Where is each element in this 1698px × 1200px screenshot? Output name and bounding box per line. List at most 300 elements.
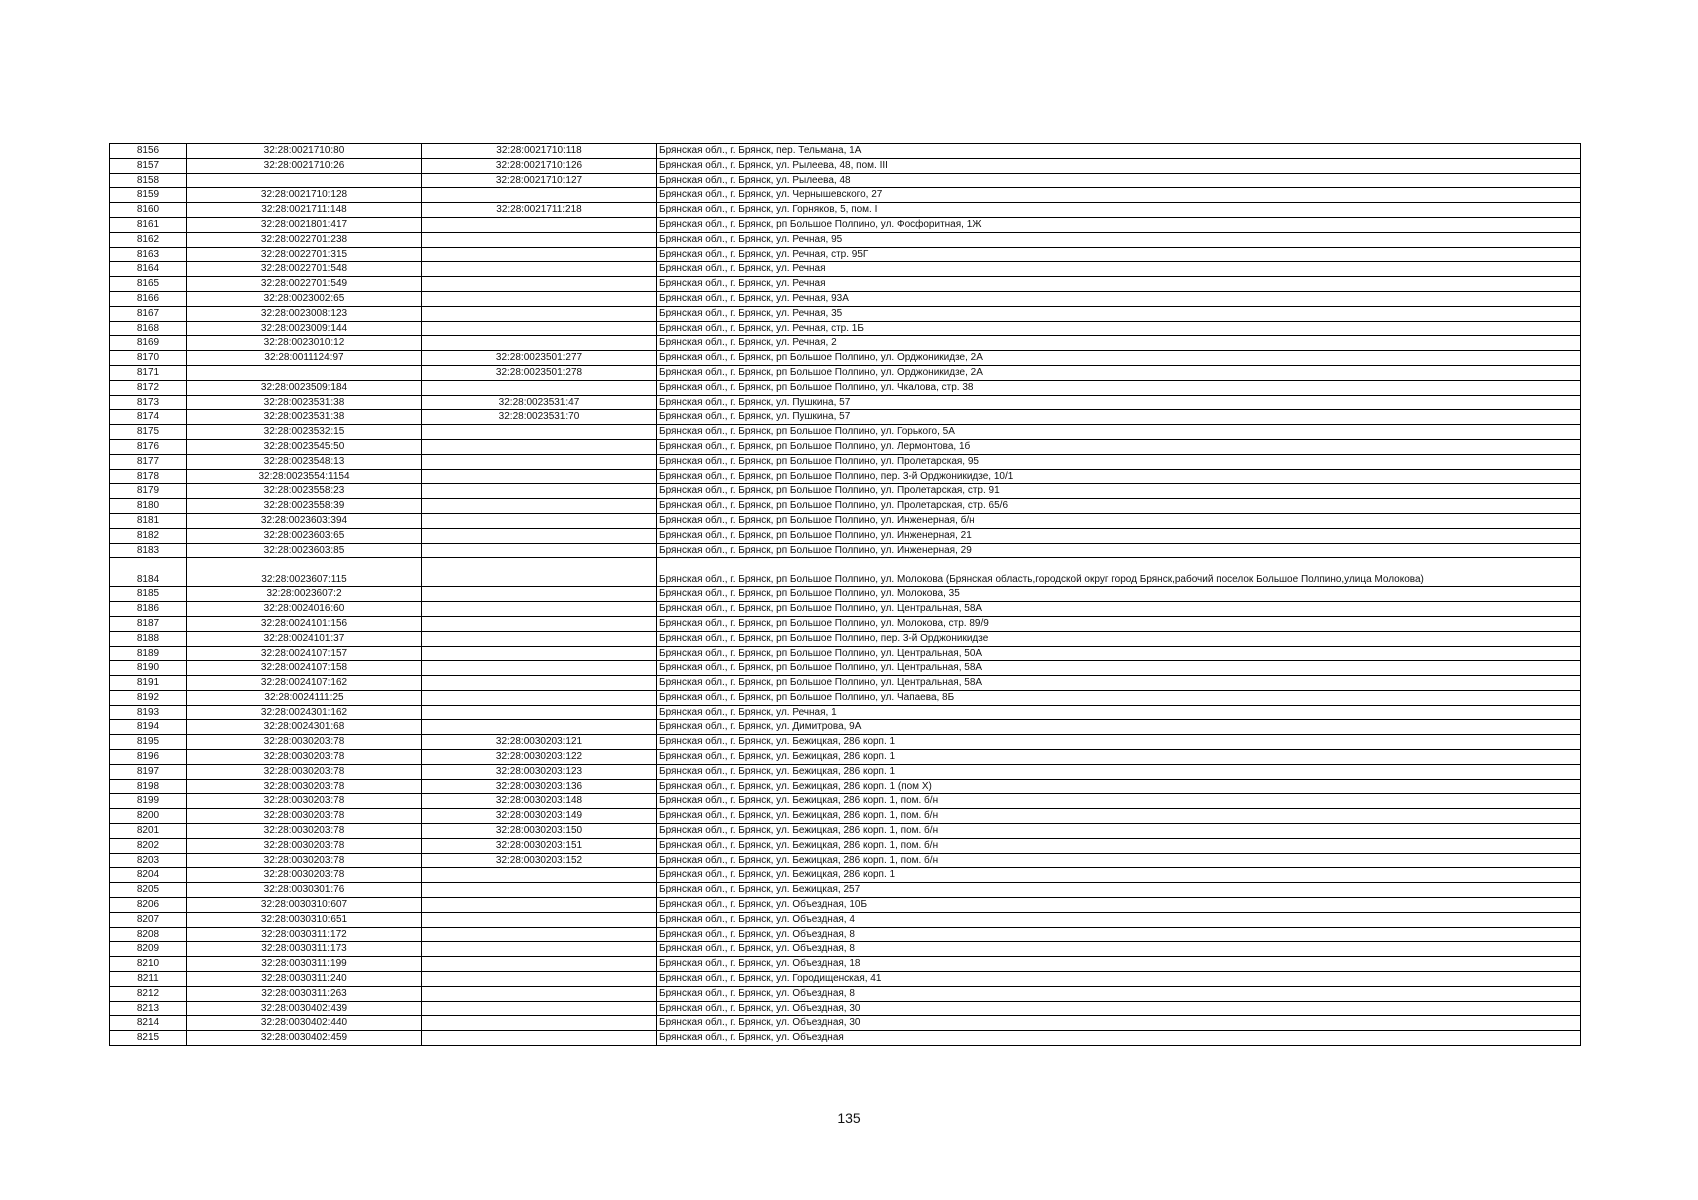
object-cadastral-number-cell (422, 616, 657, 631)
land-cadastral-number-cell: 32:28:0021710:80 (187, 144, 422, 159)
row-number-cell: 8206 (110, 898, 187, 913)
table-row (110, 513, 1581, 528)
table-row (110, 306, 1581, 321)
land-cadastral-number-cell: 32:28:0022701:315 (187, 247, 422, 262)
table-row (110, 365, 1581, 380)
land-cadastral-number-cell: 32:28:0023009:144 (187, 321, 422, 336)
table-row (110, 750, 1581, 765)
object-cadastral-number-cell (422, 425, 657, 440)
row-number-cell: 8194 (110, 720, 187, 735)
land-cadastral-number-cell: 32:28:0030402:440 (187, 1016, 422, 1031)
land-cadastral-number-cell: 32:28:0023548:13 (187, 454, 422, 469)
land-cadastral-number-cell: 32:28:0030311:173 (187, 942, 422, 957)
table-row (110, 410, 1581, 425)
row-number-cell: 8215 (110, 1031, 187, 1046)
address-cell: Брянская обл., г. Брянск, рп Большое Полпино, ул. Горького, 5А (657, 425, 1581, 440)
address-cell: Брянская обл., г. Брянск, ул. Бежицкая, 257 (657, 883, 1581, 898)
object-cadastral-number-cell (422, 661, 657, 676)
land-cadastral-number-cell (187, 365, 422, 380)
land-cadastral-number-cell: 32:28:0024101:37 (187, 631, 422, 646)
row-number-cell: 8171 (110, 365, 187, 380)
object-cadastral-number-cell (422, 646, 657, 661)
row-number-cell: 8190 (110, 661, 187, 676)
row-number-cell: 8202 (110, 838, 187, 853)
land-cadastral-number-cell: 32:28:0030203:78 (187, 838, 422, 853)
row-number-cell: 8182 (110, 528, 187, 543)
address-cell: Брянская обл., г. Брянск, рп Большое Полпино, ул. Центральная, 58А (657, 676, 1581, 691)
table-row (110, 469, 1581, 484)
row-number-cell: 8162 (110, 232, 187, 247)
land-cadastral-number-cell: 32:28:0021710:26 (187, 158, 422, 173)
land-cadastral-number-cell: 32:28:0023558:39 (187, 499, 422, 514)
row-number-cell: 8189 (110, 646, 187, 661)
object-cadastral-number-cell (422, 277, 657, 292)
land-cadastral-number-cell: 32:28:0030402:439 (187, 1001, 422, 1016)
row-number-cell: 8200 (110, 809, 187, 824)
row-number-cell: 8214 (110, 1016, 187, 1031)
table-row (110, 883, 1581, 898)
row-number-cell: 8188 (110, 631, 187, 646)
address-cell: Брянская обл., г. Брянск, рп Большое Полпино, ул. Чкалова, стр. 38 (657, 380, 1581, 395)
row-number-cell: 8201 (110, 824, 187, 839)
address-cell: Брянская обл., г. Брянск, рп Большое Полпино, ул. Молокова, 35 (657, 587, 1581, 602)
address-cell: Брянская обл., г. Брянск, ул. Объездная, 8 (657, 986, 1581, 1001)
table-row (110, 543, 1581, 558)
row-number-cell: 8195 (110, 735, 187, 750)
table-row (110, 336, 1581, 351)
row-number-cell: 8196 (110, 750, 187, 765)
address-cell: Брянская обл., г. Брянск, ул. Объездная, 8 (657, 942, 1581, 957)
land-cadastral-number-cell: 32:28:0030203:78 (187, 779, 422, 794)
row-number-cell: 8207 (110, 912, 187, 927)
table-row (110, 720, 1581, 735)
address-cell: Брянская обл., г. Брянск, ул. Речная (657, 277, 1581, 292)
table-row (110, 351, 1581, 366)
table-row (110, 764, 1581, 779)
table-row (110, 735, 1581, 750)
row-number-cell: 8213 (110, 1001, 187, 1016)
object-cadastral-number-cell (422, 986, 657, 1001)
object-cadastral-number-cell (422, 454, 657, 469)
land-cadastral-number-cell: 32:28:0024301:162 (187, 705, 422, 720)
table-row (110, 838, 1581, 853)
table-row (110, 528, 1581, 543)
table-row (110, 587, 1581, 602)
object-cadastral-number-cell (422, 1031, 657, 1046)
land-cadastral-number-cell: 32:28:0030203:78 (187, 868, 422, 883)
address-cell: Брянская обл., г. Брянск, ул. Бежицкая, 286 корп. 1, пом. б/н (657, 794, 1581, 809)
object-cadastral-number-cell (422, 321, 657, 336)
table-row (110, 942, 1581, 957)
object-cadastral-number-cell (422, 262, 657, 277)
row-number-cell: 8205 (110, 883, 187, 898)
land-cadastral-number-cell: 32:28:0030203:78 (187, 824, 422, 839)
row-number-cell: 8183 (110, 543, 187, 558)
object-cadastral-number-cell (422, 631, 657, 646)
object-cadastral-number-cell: 32:28:0023531:70 (422, 410, 657, 425)
table-row (110, 232, 1581, 247)
address-cell: Брянская обл., г. Брянск, ул. Пушкина, 57 (657, 395, 1581, 410)
object-cadastral-number-cell: 32:28:0030203:136 (422, 779, 657, 794)
row-number-cell: 8174 (110, 410, 187, 425)
address-cell: Брянская обл., г. Брянск, ул. Рылеева, 48, пом. III (657, 158, 1581, 173)
object-cadastral-number-cell (422, 336, 657, 351)
table-row (110, 291, 1581, 306)
table-row (110, 217, 1581, 232)
address-cell: Брянская обл., г. Брянск, ул. Объездная, 4 (657, 912, 1581, 927)
row-number-cell: 8181 (110, 513, 187, 528)
object-cadastral-number-cell: 32:28:0030203:151 (422, 838, 657, 853)
address-cell: Брянская обл., г. Брянск, ул. Речная, стр. 95Г (657, 247, 1581, 262)
row-number-cell: 8170 (110, 351, 187, 366)
object-cadastral-number-cell (422, 942, 657, 957)
object-cadastral-number-cell (422, 868, 657, 883)
row-number-cell: 8175 (110, 425, 187, 440)
table-row (110, 277, 1581, 292)
object-cadastral-number-cell: 32:28:0030203:121 (422, 735, 657, 750)
row-number-cell: 8204 (110, 868, 187, 883)
table-row (110, 499, 1581, 514)
address-cell: Брянская обл., г. Брянск, ул. Горняков, 5, пом. I (657, 203, 1581, 218)
table-row (110, 676, 1581, 691)
table-row (110, 957, 1581, 972)
address-cell: Брянская обл., г. Брянск, ул. Речная (657, 262, 1581, 277)
object-cadastral-number-cell (422, 602, 657, 617)
address-cell: Брянская обл., г. Брянск, ул. Речная, 35 (657, 306, 1581, 321)
object-cadastral-number-cell: 32:28:0023501:277 (422, 351, 657, 366)
land-cadastral-number-cell: 32:28:0022701:549 (187, 277, 422, 292)
row-number-cell: 8203 (110, 853, 187, 868)
land-cadastral-number-cell: 32:28:0023008:123 (187, 306, 422, 321)
land-cadastral-number-cell: 32:28:0030203:78 (187, 853, 422, 868)
land-cadastral-number-cell: 32:28:0030402:459 (187, 1031, 422, 1046)
address-cell: Брянская обл., г. Брянск, рп Большое Полпино, ул. Фосфоритная, 1Ж (657, 217, 1581, 232)
land-cadastral-number-cell: 32:28:0030203:78 (187, 750, 422, 765)
table-row (110, 188, 1581, 203)
object-cadastral-number-cell (422, 720, 657, 735)
table-row (110, 927, 1581, 942)
row-number-cell: 8161 (110, 217, 187, 232)
object-cadastral-number-cell (422, 927, 657, 942)
address-cell: Брянская обл., г. Брянск, рп Большое Полпино, ул. Орджоникидзе, 2А (657, 351, 1581, 366)
land-cadastral-number-cell: 32:28:0021710:128 (187, 188, 422, 203)
object-cadastral-number-cell (422, 188, 657, 203)
address-cell: Брянская обл., г. Брянск, ул. Объездная, 8 (657, 927, 1581, 942)
address-cell: Брянская обл., г. Брянск, рп Большое Полпино, ул. Лермонтова, 1б (657, 439, 1581, 454)
address-cell: Брянская обл., г. Брянск, ул. Объездная, 18 (657, 957, 1581, 972)
address-cell: Брянская обл., г. Брянск, ул. Чернышевского, 27 (657, 188, 1581, 203)
table-row (110, 425, 1581, 440)
row-number-cell: 8209 (110, 942, 187, 957)
address-cell: Брянская обл., г. Брянск, рп Большое Полпино, пер. 3-й Орджоникидзе, 10/1 (657, 469, 1581, 484)
page-number: 135 (837, 1110, 861, 1126)
table-row (110, 631, 1581, 646)
object-cadastral-number-cell (422, 587, 657, 602)
land-cadastral-number-cell: 32:28:0023554:1154 (187, 469, 422, 484)
row-number-cell: 8193 (110, 705, 187, 720)
table-row (110, 912, 1581, 927)
table-row (110, 1031, 1581, 1046)
object-cadastral-number-cell (422, 883, 657, 898)
address-cell: Брянская обл., г. Брянск, рп Большое Полпино, ул. Пролетарская, 95 (657, 454, 1581, 469)
address-cell: Брянская обл., г. Брянск, рп Большое Полпино, ул. Инженерная, б/н (657, 513, 1581, 528)
land-cadastral-number-cell (187, 173, 422, 188)
address-cell: Брянская обл., г. Брянск, рп Большое Полпино, ул. Молокова, стр. 89/9 (657, 616, 1581, 631)
land-cadastral-number-cell: 32:28:0023607:115 (187, 558, 422, 587)
table-row (110, 484, 1581, 499)
row-number-cell: 8192 (110, 690, 187, 705)
land-cadastral-number-cell: 32:28:0023603:85 (187, 543, 422, 558)
row-number-cell: 8173 (110, 395, 187, 410)
land-cadastral-number-cell: 32:28:0024111:25 (187, 690, 422, 705)
row-number-cell: 8210 (110, 957, 187, 972)
address-cell: Брянская обл., г. Брянск, ул. Объездная, 30 (657, 1001, 1581, 1016)
table-row (110, 439, 1581, 454)
address-cell: Брянская обл., г. Брянск, ул. Бежицкая, 286 корп. 1 (657, 764, 1581, 779)
cadastral-table (109, 143, 1581, 1046)
land-cadastral-number-cell: 32:28:0024107:158 (187, 661, 422, 676)
land-cadastral-number-cell: 32:28:0023558:23 (187, 484, 422, 499)
table-row (110, 705, 1581, 720)
row-number-cell: 8164 (110, 262, 187, 277)
table-row (110, 646, 1581, 661)
row-number-cell: 8178 (110, 469, 187, 484)
land-cadastral-number-cell: 32:28:0011124:97 (187, 351, 422, 366)
land-cadastral-number-cell: 32:28:0023531:38 (187, 410, 422, 425)
row-number-cell: 8180 (110, 499, 187, 514)
table-row (110, 380, 1581, 395)
row-number-cell: 8160 (110, 203, 187, 218)
address-cell: Брянская обл., г. Брянск, ул. Бежицкая, 286 корп. 1, пом. б/н (657, 809, 1581, 824)
land-cadastral-number-cell: 32:28:0024107:162 (187, 676, 422, 691)
row-number-cell: 8179 (110, 484, 187, 499)
land-cadastral-number-cell: 32:28:0030310:651 (187, 912, 422, 927)
address-cell: Брянская обл., г. Брянск, рп Большое Полпино, пер. 3-й Орджоникидзе (657, 631, 1581, 646)
object-cadastral-number-cell: 32:28:0021710:126 (422, 158, 657, 173)
address-cell: Брянская обл., г. Брянск, рп Большое Полпино, ул. Орджоникидзе, 2А (657, 365, 1581, 380)
row-number-cell: 8187 (110, 616, 187, 631)
land-cadastral-number-cell: 32:28:0023607:2 (187, 587, 422, 602)
object-cadastral-number-cell (422, 217, 657, 232)
table-body (110, 144, 1581, 1046)
object-cadastral-number-cell: 32:28:0030203:150 (422, 824, 657, 839)
table-row (110, 898, 1581, 913)
object-cadastral-number-cell (422, 291, 657, 306)
object-cadastral-number-cell: 32:28:0030203:149 (422, 809, 657, 824)
table-row (110, 395, 1581, 410)
land-cadastral-number-cell: 32:28:0022701:238 (187, 232, 422, 247)
land-cadastral-number-cell: 32:28:0024101:156 (187, 616, 422, 631)
land-cadastral-number-cell: 32:28:0022701:548 (187, 262, 422, 277)
row-number-cell: 8167 (110, 306, 187, 321)
table-row (110, 809, 1581, 824)
row-number-cell: 8197 (110, 764, 187, 779)
address-cell: Брянская обл., г. Брянск, рп Большое Полпино, ул. Инженерная, 29 (657, 543, 1581, 558)
object-cadastral-number-cell: 32:28:0021710:127 (422, 173, 657, 188)
land-cadastral-number-cell: 32:28:0023531:38 (187, 395, 422, 410)
object-cadastral-number-cell (422, 484, 657, 499)
table-row (110, 262, 1581, 277)
object-cadastral-number-cell (422, 690, 657, 705)
table-row (110, 173, 1581, 188)
object-cadastral-number-cell: 32:28:0021711:218 (422, 203, 657, 218)
address-cell: Брянская обл., г. Брянск, рп Большое Полпино, ул. Молокова (Брянская область,городской округ город Брянск,рабочий поселок Большое Полпино,улица Молокова) (657, 558, 1581, 587)
address-cell: Брянская обл., г. Брянск, рп Большое Полпино, ул. Чапаева, 8Б (657, 690, 1581, 705)
object-cadastral-number-cell (422, 1016, 657, 1031)
land-cadastral-number-cell: 32:28:0023002:65 (187, 291, 422, 306)
object-cadastral-number-cell (422, 439, 657, 454)
object-cadastral-number-cell (422, 232, 657, 247)
row-number-cell: 8156 (110, 144, 187, 159)
address-cell: Брянская обл., г. Брянск, рп Большое Полпино, ул. Центральная, 50А (657, 646, 1581, 661)
land-cadastral-number-cell: 32:28:0030311:263 (187, 986, 422, 1001)
row-number-cell: 8176 (110, 439, 187, 454)
land-cadastral-number-cell: 32:28:0023603:65 (187, 528, 422, 543)
table-row (110, 824, 1581, 839)
table-row (110, 972, 1581, 987)
address-cell: Брянская обл., г. Брянск, ул. Бежицкая, 286 корп. 1 (657, 735, 1581, 750)
land-cadastral-number-cell: 32:28:0023010:12 (187, 336, 422, 351)
object-cadastral-number-cell: 32:28:0023501:278 (422, 365, 657, 380)
object-cadastral-number-cell: 32:28:0030203:122 (422, 750, 657, 765)
address-cell: Брянская обл., г. Брянск, ул. Объездная, 10Б (657, 898, 1581, 913)
land-cadastral-number-cell: 32:28:0030203:78 (187, 809, 422, 824)
object-cadastral-number-cell (422, 912, 657, 927)
land-cadastral-number-cell: 32:28:0023532:15 (187, 425, 422, 440)
object-cadastral-number-cell: 32:28:0023531:47 (422, 395, 657, 410)
address-cell: Брянская обл., г. Брянск, рп Большое Полпино, ул. Центральная, 58А (657, 602, 1581, 617)
address-cell: Брянская обл., г. Брянск, ул. Димитрова, 9А (657, 720, 1581, 735)
land-cadastral-number-cell: 32:28:0030311:199 (187, 957, 422, 972)
address-cell: Брянская обл., г. Брянск, ул. Объездная (657, 1031, 1581, 1046)
object-cadastral-number-cell (422, 499, 657, 514)
table-row (110, 690, 1581, 705)
table-row (110, 158, 1581, 173)
address-cell: Брянская обл., г. Брянск, ул. Пушкина, 57 (657, 410, 1581, 425)
object-cadastral-number-cell (422, 898, 657, 913)
table-row (110, 558, 1581, 587)
land-cadastral-number-cell: 32:28:0030310:607 (187, 898, 422, 913)
table-row (110, 203, 1581, 218)
address-cell: Брянская обл., г. Брянск, ул. Бежицкая, 286 корп. 1, пом. б/н (657, 853, 1581, 868)
row-number-cell: 8169 (110, 336, 187, 351)
address-cell: Брянская обл., г. Брянск, ул. Объездная, 30 (657, 1016, 1581, 1031)
table-row (110, 794, 1581, 809)
table-row (110, 321, 1581, 336)
object-cadastral-number-cell (422, 469, 657, 484)
table-row (110, 868, 1581, 883)
address-cell: Брянская обл., г. Брянск, ул. Рылеева, 48 (657, 173, 1581, 188)
address-cell: Брянская обл., г. Брянск, пер. Тельмана, 1А (657, 144, 1581, 159)
table-row (110, 454, 1581, 469)
object-cadastral-number-cell: 32:28:0030203:148 (422, 794, 657, 809)
object-cadastral-number-cell (422, 306, 657, 321)
table-row (110, 661, 1581, 676)
object-cadastral-number-cell: 32:28:0030203:123 (422, 764, 657, 779)
object-cadastral-number-cell (422, 247, 657, 262)
row-number-cell: 8191 (110, 676, 187, 691)
land-cadastral-number-cell: 32:28:0030203:78 (187, 735, 422, 750)
row-number-cell: 8212 (110, 986, 187, 1001)
table-row (110, 144, 1581, 159)
land-cadastral-number-cell: 32:28:0030311:240 (187, 972, 422, 987)
row-number-cell: 8185 (110, 587, 187, 602)
address-cell: Брянская обл., г. Брянск, ул. Бежицкая, 286 корп. 1, пом. б/н (657, 824, 1581, 839)
address-cell: Брянская обл., г. Брянск, ул. Речная, 93А (657, 291, 1581, 306)
table-row (110, 853, 1581, 868)
address-cell: Брянская обл., г. Брянск, ул. Бежицкая, 286 корп. 1, пом. б/н (657, 838, 1581, 853)
land-cadastral-number-cell: 32:28:0024107:157 (187, 646, 422, 661)
object-cadastral-number-cell (422, 513, 657, 528)
object-cadastral-number-cell (422, 528, 657, 543)
row-number-cell: 8172 (110, 380, 187, 395)
address-cell: Брянская обл., г. Брянск, ул. Бежицкая, 286 корп. 1 (пом X) (657, 779, 1581, 794)
row-number-cell: 8199 (110, 794, 187, 809)
address-cell: Брянская обл., г. Брянск, ул. Бежицкая, 286 корп. 1 (657, 868, 1581, 883)
table-row (110, 1001, 1581, 1016)
address-cell: Брянская обл., г. Брянск, ул. Речная, 2 (657, 336, 1581, 351)
address-cell: Брянская обл., г. Брянск, ул. Городищенская, 41 (657, 972, 1581, 987)
object-cadastral-number-cell (422, 380, 657, 395)
object-cadastral-number-cell (422, 558, 657, 587)
address-cell: Брянская обл., г. Брянск, ул. Бежицкая, 286 корп. 1 (657, 750, 1581, 765)
table-row (110, 779, 1581, 794)
table-row (110, 616, 1581, 631)
row-number-cell: 8158 (110, 173, 187, 188)
row-number-cell: 8157 (110, 158, 187, 173)
table-row (110, 1016, 1581, 1031)
row-number-cell: 8163 (110, 247, 187, 262)
row-number-cell: 8166 (110, 291, 187, 306)
land-cadastral-number-cell: 32:28:0021711:148 (187, 203, 422, 218)
row-number-cell: 8165 (110, 277, 187, 292)
row-number-cell: 8198 (110, 779, 187, 794)
table-row (110, 986, 1581, 1001)
table-row (110, 247, 1581, 262)
object-cadastral-number-cell (422, 705, 657, 720)
address-cell: Брянская обл., г. Брянск, рп Большое Полпино, ул. Пролетарская, стр. 91 (657, 484, 1581, 499)
row-number-cell: 8184 (110, 558, 187, 587)
object-cadastral-number-cell (422, 972, 657, 987)
address-cell: Брянская обл., г. Брянск, ул. Речная, стр. 1Б (657, 321, 1581, 336)
object-cadastral-number-cell (422, 1001, 657, 1016)
row-number-cell: 8186 (110, 602, 187, 617)
land-cadastral-number-cell: 32:28:0021801:417 (187, 217, 422, 232)
land-cadastral-number-cell: 32:28:0023603:394 (187, 513, 422, 528)
object-cadastral-number-cell (422, 957, 657, 972)
address-cell: Брянская обл., г. Брянск, ул. Речная, 1 (657, 705, 1581, 720)
row-number-cell: 8168 (110, 321, 187, 336)
address-cell: Брянская обл., г. Брянск, ул. Речная, 95 (657, 232, 1581, 247)
land-cadastral-number-cell: 32:28:0030203:78 (187, 764, 422, 779)
object-cadastral-number-cell (422, 676, 657, 691)
land-cadastral-number-cell: 32:28:0024016:60 (187, 602, 422, 617)
table-row (110, 602, 1581, 617)
row-number-cell: 8177 (110, 454, 187, 469)
address-cell: Брянская обл., г. Брянск, рп Большое Полпино, ул. Центральная, 58А (657, 661, 1581, 676)
land-cadastral-number-cell: 32:28:0023545:50 (187, 439, 422, 454)
land-cadastral-number-cell: 32:28:0023509:184 (187, 380, 422, 395)
land-cadastral-number-cell: 32:28:0030301:76 (187, 883, 422, 898)
object-cadastral-number-cell: 32:28:0021710:118 (422, 144, 657, 159)
address-cell: Брянская обл., г. Брянск, рп Большое Полпино, ул. Пролетарская, стр. 65/6 (657, 499, 1581, 514)
row-number-cell: 8208 (110, 927, 187, 942)
land-cadastral-number-cell: 32:28:0030203:78 (187, 794, 422, 809)
address-cell: Брянская обл., г. Брянск, рп Большое Полпино, ул. Инженерная, 21 (657, 528, 1581, 543)
land-cadastral-number-cell: 32:28:0024301:68 (187, 720, 422, 735)
land-cadastral-number-cell: 32:28:0030311:172 (187, 927, 422, 942)
object-cadastral-number-cell: 32:28:0030203:152 (422, 853, 657, 868)
